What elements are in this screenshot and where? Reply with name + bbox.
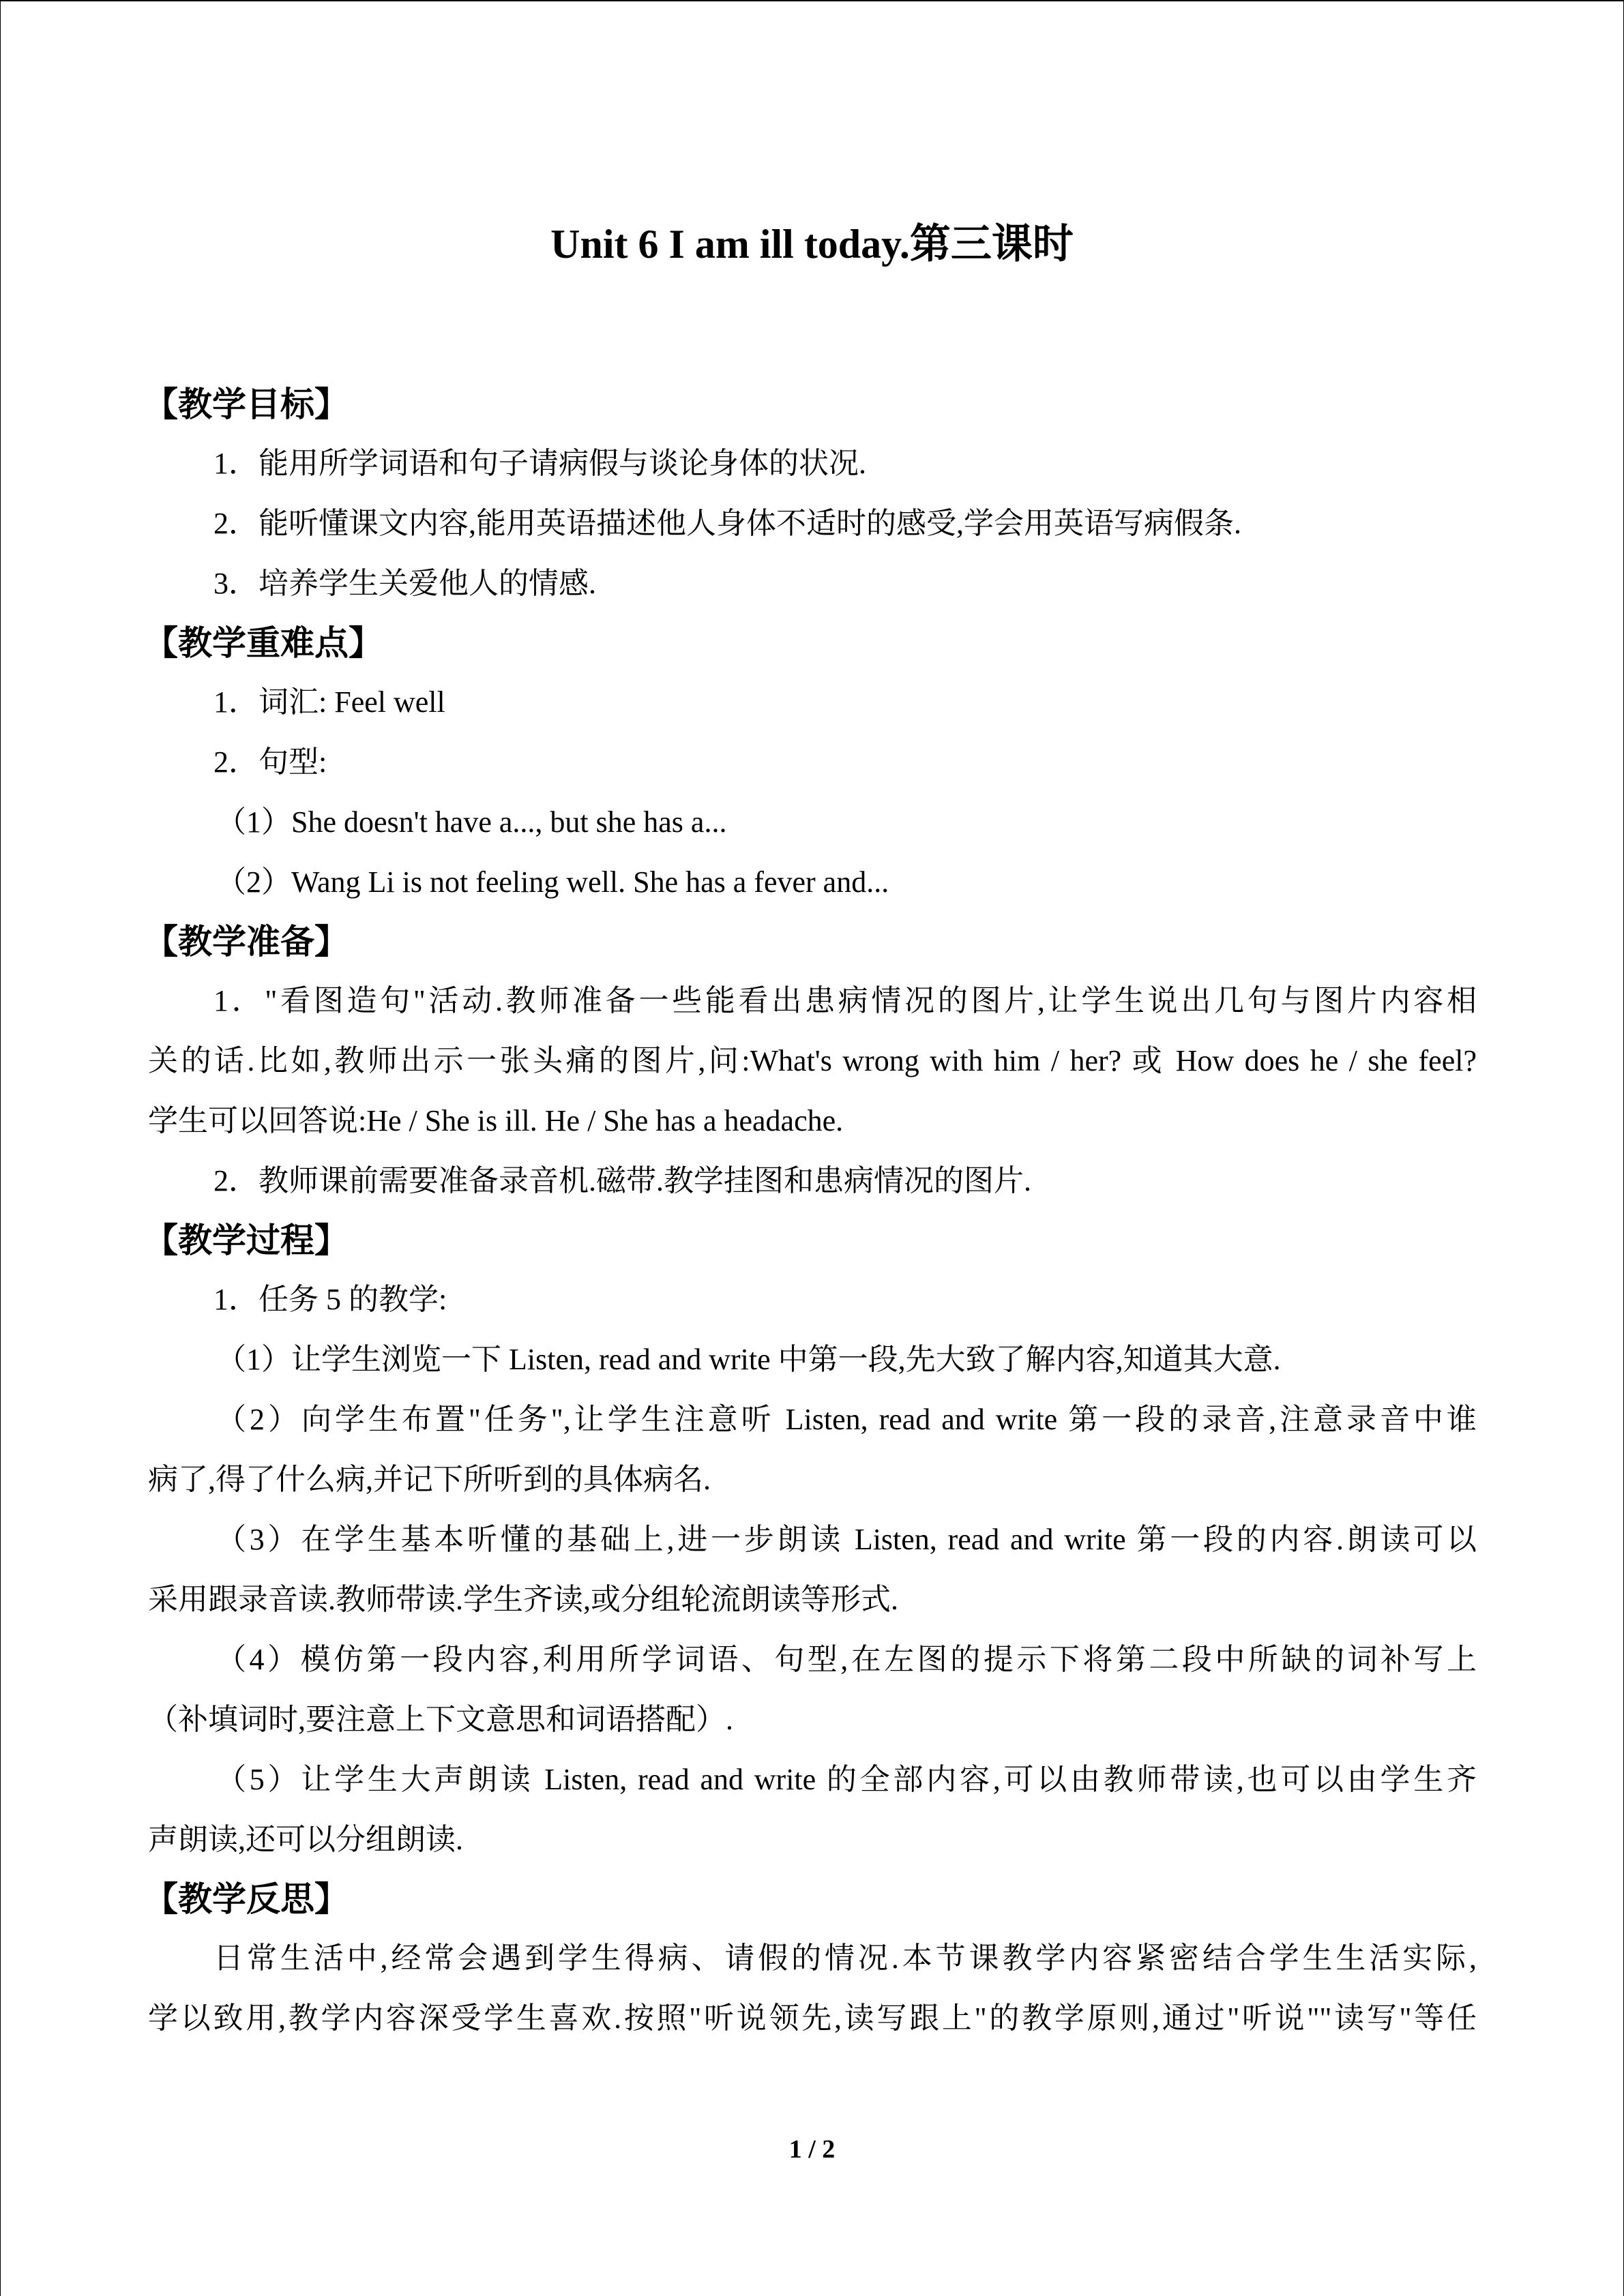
process-line: （2）向学生布置"任务",让学生注意听 Listen, read and write 第一段的录音,注意录音中谁 [216,1403,1477,1436]
preparation-line: 2．教师课前需要准备录音机.磁带.教学挂图和患病情况的图片. [213,1164,1031,1197]
preparation-line: 学生可以回答说:He / She is ill. He / She has a headache. [148,1104,844,1137]
preparation-line: 1．"看图造句"活动.教师准备一些能看出患病情况的图片,让学生说出几句与图片内容相 [213,984,1477,1017]
preparation-line: 关的话.比如,教师出示一张头痛的图片,问:What's wrong with him / her? 或 How does he / she feel? [148,1044,1477,1077]
process-line: 声朗读,还可以分组朗读. [148,1823,463,1856]
section-heading-process: 【教学过程】 [144,1221,349,1259]
process-line: 采用跟录音读.教师带读.学生齐读,或分组轮流朗读等形式. [148,1583,898,1616]
key-point-subitem: （2）Wang Li is not feeling well. She has a fever and... [216,865,889,899]
process-line: （补填词时,要注意上下文意思和词语搭配）. [148,1703,733,1736]
document-title: Unit 6 I am ill today.第三课时 [550,222,1074,267]
objective-item: 3．培养学生关爱他人的情感. [213,567,596,600]
key-point-item: 1．词汇: Feel well [213,685,445,719]
process-line: （5）让学生大声朗读 Listen, read and write 的全部内容,可以由教师带读,也可以由学生齐 [216,1763,1477,1796]
page-number: 1 / 2 [788,2135,836,2164]
section-heading-reflection: 【教学反思】 [144,1880,349,1918]
objective-item: 1．能用所学词语和句子请病假与谈论身体的状况. [213,447,866,480]
process-line: （1）让学生浏览一下 Listen, read and write 中第一段,先大致了解内容,知道其大意. [216,1343,1281,1376]
process-line: （3）在学生基本听懂的基础上,进一步朗读 Listen, read and write 第一段的内容.朗读可以 [216,1523,1477,1556]
section-heading-key-points: 【教学重难点】 [144,624,383,662]
document-body [144,375,1477,2048]
section-heading-objectives: 【教学目标】 [144,385,349,423]
process-line: （4）模仿第一段内容,利用所学词语、句型,在左图的提示下将第二段中所缺的词补写上 [216,1643,1477,1676]
reflection-line: 日常生活中,经常会遇到学生得病、请假的情况.本节课教学内容紧密结合学生生活实际, [213,1941,1477,1975]
section-heading-preparation: 【教学准备】 [144,923,349,961]
key-point-item: 2．句型: [213,745,327,779]
key-point-subitem: （1）She doesn't have a..., but she has a... [216,805,727,839]
reflection-line: 学以致用,教学内容深受学生喜欢.按照"听说领先,读写跟上"的教学原则,通过"听说""读写"等任 [148,2001,1477,2035]
process-line: 1．任务 5 的教学: [213,1283,447,1316]
objective-item: 2．能听懂课文内容,能用英语描述他人身体不适时的感受,学会用英语写病假条. [213,507,1241,540]
process-line: 病了,得了什么病,并记下所听到的具体病名. [148,1463,711,1496]
